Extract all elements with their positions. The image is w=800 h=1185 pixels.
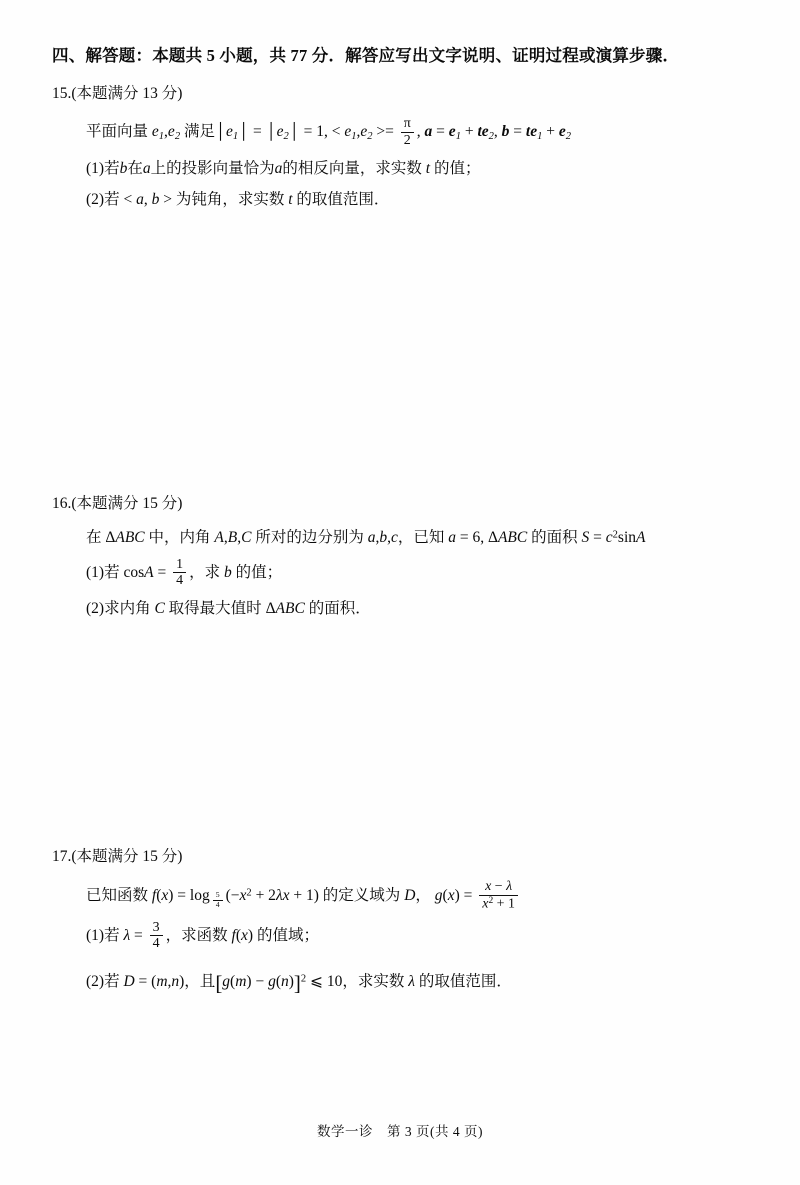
question-16-body [86, 522, 752, 624]
question-15-part-1: (1)若b在a上的投影向量恰为a的相反向量，求实数 t 的值； [86, 159, 481, 177]
section-heading-text: 四、解答题：本题共 5 小题，共 77 分．解答应写出文字说明、证明过程或演算步骤． [52, 46, 680, 65]
question-15-title [52, 83, 752, 105]
question-15-part-2: (2)若 < a, b > 为钝角，求实数 t 的取值范围． [86, 190, 390, 208]
question-17-points: (本题满分 15 分) [71, 848, 183, 866]
footer-exam-name: 数学一诊 [317, 1124, 373, 1139]
question-16-stem: 在 ΔABC 中，内角 A,B,C 所对的边分别为 a,b,c，已知 a = 6, ΔABC 的面积 $S = c^2\sin A$ [86, 528, 646, 546]
question-16-part-2: (2)求内角 C 取得最大值时 ΔABC 的面积． [86, 600, 371, 618]
question-15-number: 15. [52, 84, 72, 102]
question-17-title [52, 846, 752, 868]
question-17-stem: 已知函数 f(x) = log $_{\frac{5}{4}}$ $(-x^2 + 2\lambda x + 1)$ 的定义域为 D， g(x) = $\frac{x - \lambda}{x^2 + 1}$ [86, 876, 752, 916]
question-16-part-1: (1)若 cosA = $\frac{1}{4}$ ，求 b 的值； [86, 556, 283, 589]
question-16-title [52, 493, 752, 515]
question-15-body [86, 112, 752, 214]
question-17 [52, 846, 752, 1010]
question-15-stem: 平面向量 $e_1,e_2$ 满足$│e_1│$ = $│e_2│ = 1$, < $e_1,e_2$ >= $\frac{\pi}{2}$ , $a = e_1 + te_2$, $b = te_1 + e_2$ [86, 116, 572, 148]
page-content [52, 44, 752, 1011]
question-17-number: 17. [52, 848, 72, 866]
question-15-points: (本题满分 13 分) [71, 84, 183, 102]
question-15 [52, 83, 752, 215]
page-footer [0, 1120, 800, 1140]
question-16 [52, 493, 752, 625]
question-16-points: (本题满分 15 分) [71, 494, 183, 512]
question-17-part-1: (1)若 λ = $\frac{3}{4}$ ，求函数 f(x) 的值域； [86, 919, 319, 952]
footer-page-label: 第 3 页(共 4 页) [387, 1124, 483, 1139]
question-17-body [86, 876, 752, 1011]
section-heading [52, 44, 752, 69]
question-17-part-2: (2)若 D = (m,n)，且$[g(m) - g(n)]^2$ ⩽ 10，求实数 λ 的取值范围． [86, 971, 512, 996]
question-16-number: 16. [52, 494, 72, 512]
